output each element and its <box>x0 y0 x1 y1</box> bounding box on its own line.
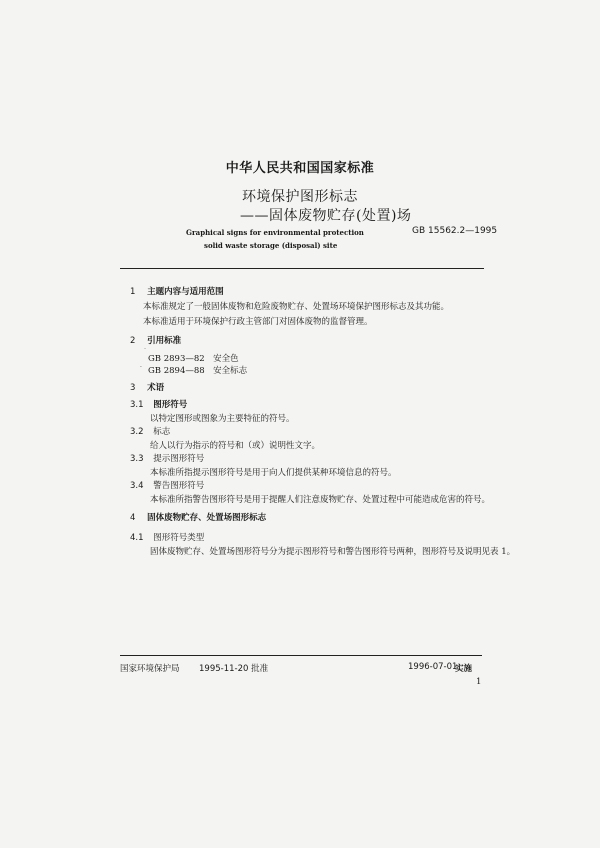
scan-mark: · <box>140 364 142 371</box>
title-line-2: ——固体废物贮存(处置)场 <box>240 208 412 224</box>
section-3-1-number: 3.1 <box>130 400 144 410</box>
reference-item-1: GB 2893—82 安全色 <box>148 354 239 364</box>
section-3-3-heading <box>130 452 204 464</box>
section-4-1-heading <box>130 531 204 543</box>
section-3-3-number: 3.3 <box>130 454 144 464</box>
section-3-4-number: 3.4 <box>130 481 144 491</box>
section-3-2-text: 给人以行为指示的符号和（或）说明性文字。 <box>150 441 321 451</box>
section-3-1-title: 图形符号 <box>153 400 188 410</box>
section-3-number: 3 <box>130 383 136 393</box>
page-number: 1 <box>476 677 482 687</box>
section-4-title: 固体废物贮存、处置场图形标志 <box>147 513 267 523</box>
title-line-1: 环境保护图形标志 <box>242 189 358 205</box>
english-title-line-1: Graphical signs for environmental protection <box>186 228 364 237</box>
section-3-4-heading <box>130 479 204 491</box>
section-4-number: 4 <box>130 513 136 523</box>
approval-date: 1995-11-20 批准 <box>199 664 269 674</box>
section-3-1-heading <box>130 398 187 410</box>
section-4-1-number: 4.1 <box>130 533 144 543</box>
footer-divider <box>120 655 482 656</box>
section-4-1-title: 图形符号类型 <box>153 533 205 543</box>
section-1-heading <box>130 285 224 297</box>
standard-number: GB 15562.2—1995 <box>412 226 498 236</box>
english-title-line-2: solid waste storage (disposal) site <box>204 241 338 250</box>
section-2-number: 2 <box>130 336 136 346</box>
section-1-number: 1 <box>130 287 136 297</box>
section-3-2-heading <box>130 425 170 437</box>
national-standard-heading: 中华人民共和国国家标准 <box>225 161 375 176</box>
scan-mark: ˑ <box>144 346 147 353</box>
section-3-1-text: 以特定图形或图象为主要特征的符号。 <box>150 414 295 424</box>
section-3-title: 术语 <box>147 383 165 393</box>
section-1-title: 主题内容与适用范围 <box>147 287 224 297</box>
issuing-agency: 国家环境保护局 <box>120 664 180 674</box>
section-2-title: 引用标准 <box>147 336 182 346</box>
section-3-2-number: 3.2 <box>130 427 144 437</box>
section-3-heading <box>130 381 164 393</box>
section-3-3-text: 本标准所指提示图形符号是用于向人们提供某种环境信息的符号。 <box>150 468 397 478</box>
section-4-heading <box>130 511 266 523</box>
section-4-1-text: 固体废物贮存、处置场图形符号分为提示图形符号和警告图形符号两种，图形符号及说明见表 1。 <box>150 547 516 557</box>
section-2-heading <box>130 334 181 346</box>
section-3-4-title: 警告图形符号 <box>153 481 205 491</box>
effective-label: 实施 <box>455 664 473 674</box>
section-3-2-title: 标志 <box>153 427 171 437</box>
reference-item-2: GB 2894—88 安全标志 <box>148 366 248 376</box>
section-3-3-title: 提示图形符号 <box>153 454 205 464</box>
header-divider <box>120 268 484 269</box>
effective-date: 1996-07-01 <box>408 662 458 672</box>
section-3-4-text: 本标准所指警告图形符号是用于提醒人们注意废物贮存、处置过程中可能造成危害的符号。 <box>150 495 491 505</box>
section-1-paragraph-1: 本标准规定了一般固体废物和危险废物贮存、处置场环境保护图形标志及其功能。 <box>143 302 450 312</box>
section-1-paragraph-2: 本标准适用于环境保护行政主管部门对固体废物的监督管理。 <box>143 317 373 327</box>
